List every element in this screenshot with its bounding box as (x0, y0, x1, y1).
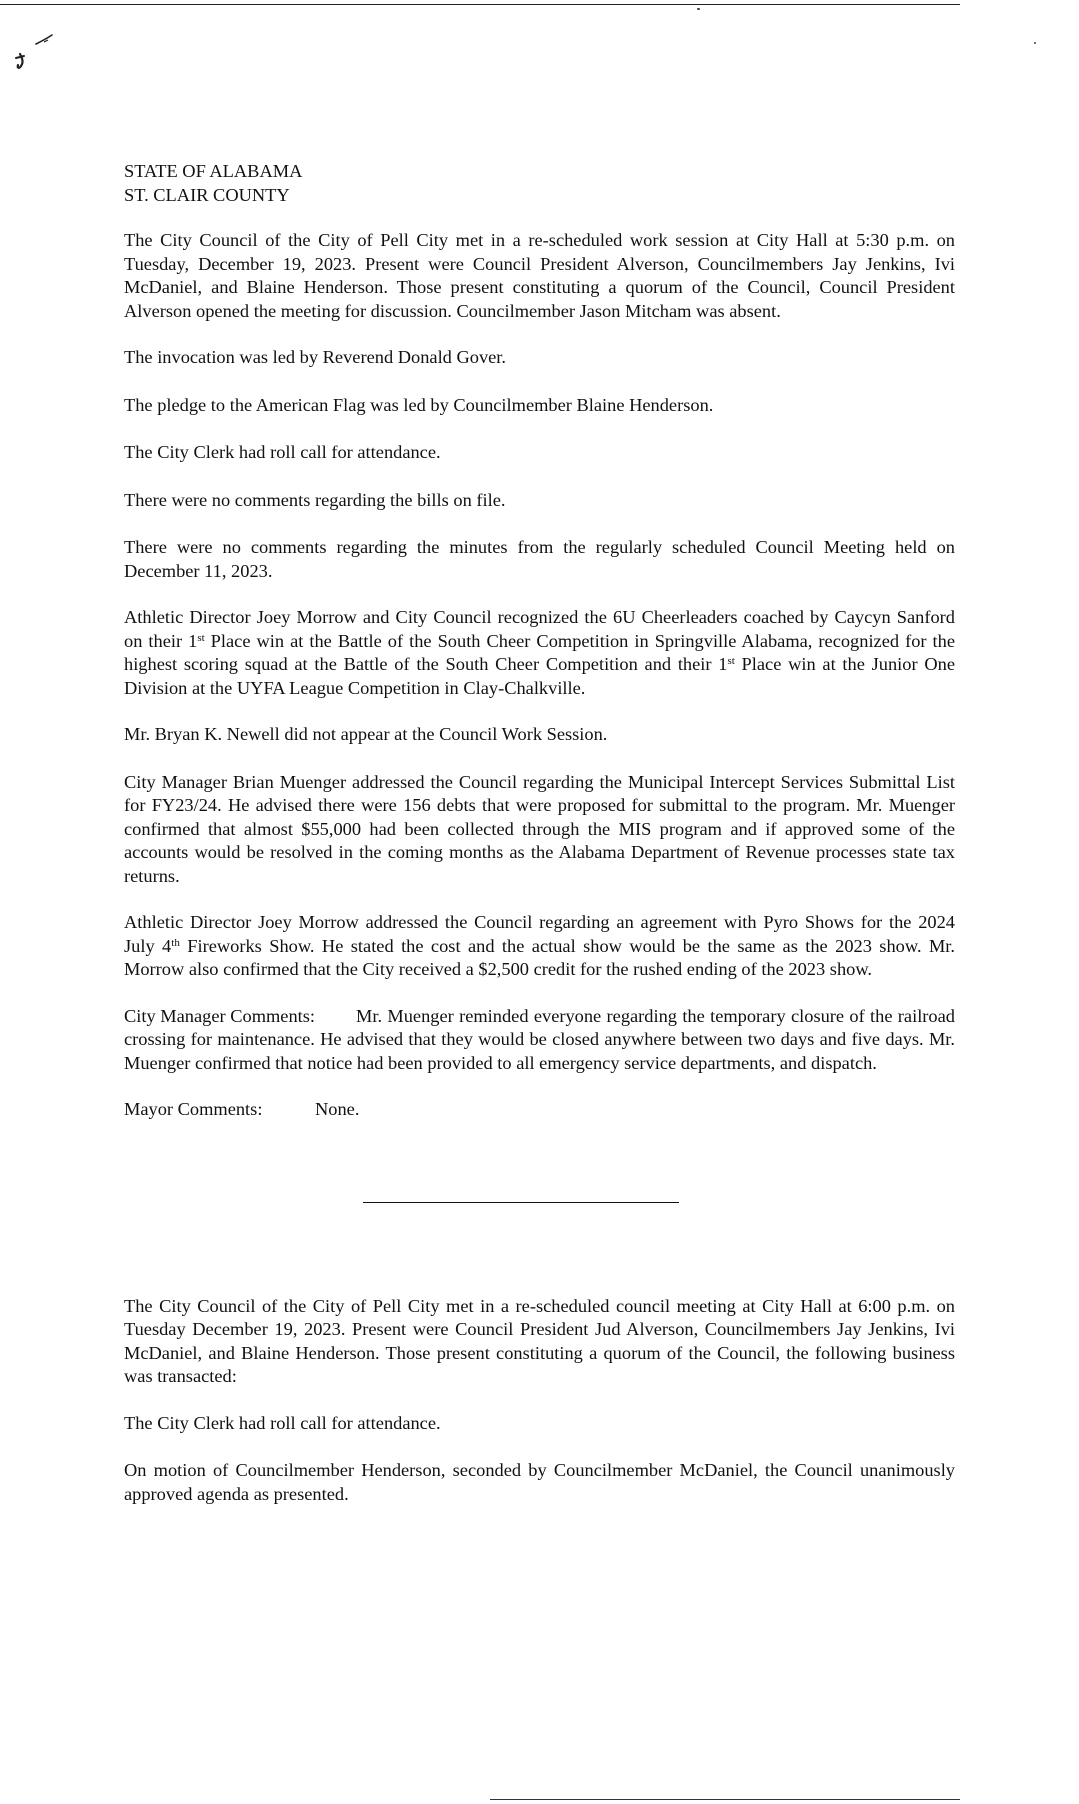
state-heading: STATE OF ALABAMA (124, 161, 303, 181)
fireworks-paragraph (124, 911, 955, 982)
city-manager-comments-paragraph (124, 1005, 955, 1076)
ordinal-suffix: st (197, 631, 205, 644)
minutes-paragraph: There were no comments regarding the minutes from the regularly scheduled Council Meeting held on December 11, 2023. (124, 537, 955, 581)
newell-paragraph: Mr. Bryan K. Newell did not appear at the Council Work Session. (124, 724, 608, 744)
fireworks-text-2: Fireworks Show. He stated the cost and the actual show would be the same as the 2023 show. Mr. Morrow also confirmed that the City received a $2,500 credit for the rushed ending of the 2023 show. (124, 935, 955, 979)
scan-top-border (0, 4, 960, 5)
cheer-text-2: Place win at the Battle of the South Cheer Competition in Springville Alabama, recognized for the highest scoring squad at the Battle of the South Cheer Competition and their 1 (124, 630, 955, 674)
fireworks-text-1: Athletic Director Joey Morrow addressed the Council regarding an agreement with Pyro Shows for the 2024 July 4 (124, 912, 955, 956)
mayor-comments-paragraph (124, 1098, 955, 1122)
document-heading (124, 160, 955, 207)
city-manager-comments-text: Mr. Muenger reminded everyone regarding the temporary closure of the railroad crossing for maintenance. He advised that they would be closed anywhere between two days and five days. Mr. Muenger confirmed that notice had been provided to all emergency service departments, and dispatch. (124, 1005, 955, 1073)
council-meeting-opening: The City Council of the City of Pell City met in a re-scheduled council meeting at City Hall at 6:00 p.m. on Tuesday December 19, 2023. Present were Council President Jud Alverson, Councilmembers Jay Jenkins, Ivi McDaniel, and Blaine Henderson. Those present constituting a quorum of the Council, the following business was transacted: (124, 1295, 955, 1386)
council-meeting-section (124, 1295, 955, 1507)
mayor-comments-label: Mayor Comments: (124, 1099, 263, 1119)
agenda-motion-paragraph: On motion of Councilmember Henderson, seconded by Councilmember McDaniel, the Council unanimously approved agenda as presented. (124, 1460, 955, 1504)
ordinal-suffix: st (727, 654, 735, 667)
invocation-paragraph: The invocation was led by Reverend Donald Gover. (124, 347, 507, 367)
council-roll-call-paragraph: The City Clerk had roll call for attendance. (124, 1412, 441, 1433)
city-manager-comments-label: City Manager Comments: (124, 1005, 316, 1026)
cheer-text-1: Athletic Director Joey Morrow and City Council recognized the 6U Cheerleaders coached by Caycyn Sanford on their 1 (124, 607, 955, 651)
bills-paragraph: There were no comments regarding the bills on file. (124, 489, 506, 510)
scan-speck (1034, 42, 1036, 44)
work-session-opening: The City Council of the City of Pell City met in a re-scheduled work session at City Hall at 5:30 p.m. on Tuesday, December 19, 2023. Present were Council President Alverson, Councilmembers Jay Jenkins, Ivi McDaniel, and Blaine Henderson. Those present constituting a quorum of the Council, Council President Alverson opened the meeting for discussion. Councilmember Jason Mitcham was absent. (124, 230, 955, 321)
scan-speck (697, 8, 700, 10)
cheer-recognition-paragraph (124, 606, 955, 700)
section-divider (363, 1202, 679, 1203)
minutes-document (124, 160, 955, 1529)
mayor-comments-text: None. (315, 1099, 360, 1119)
scan-bottom-border (490, 1799, 960, 1800)
roll-call-paragraph: The City Clerk had roll call for attendance. (124, 442, 441, 462)
county-heading: ST. CLAIR COUNTY (124, 184, 290, 205)
handwritten-mark-icon (8, 32, 68, 82)
ordinal-suffix: th (171, 936, 180, 949)
pledge-paragraph: The pledge to the American Flag was led by Councilmember Blaine Henderson. (124, 394, 714, 415)
cheer-text-3: Place win at the Junior One Division at the UYFA League Competition in Clay-Chalkville. (124, 654, 955, 698)
mis-paragraph: City Manager Brian Muenger addressed the Council regarding the Municipal Intercept Services Submittal List for FY23/24. He advised there were 156 debts that were proposed for submittal to the program. Mr. Muenger confirmed that almost $55,000 had been collected through the MIS program and if approved some of the accounts would be resolved in the coming months as the Alabama Department of Revenue processes state tax returns. (124, 771, 955, 886)
